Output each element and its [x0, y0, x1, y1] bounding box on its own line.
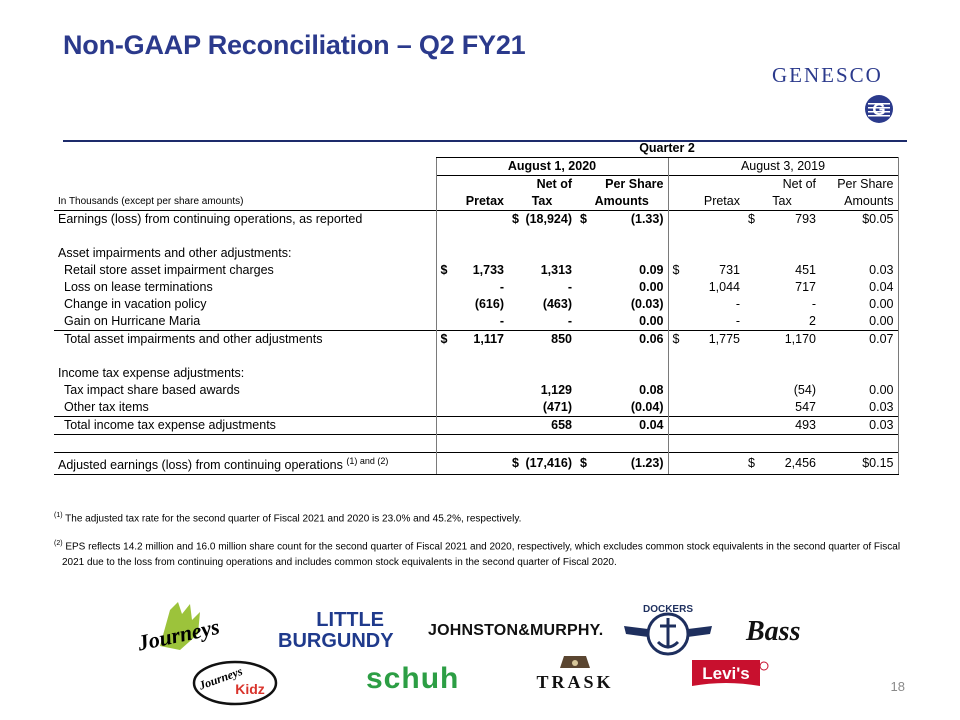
row-label: Retail store asset impairment charges [64, 263, 274, 277]
units-note: In Thousands (except per share amounts) [58, 196, 244, 207]
journeys-logo [120, 600, 235, 666]
dockers-logo [620, 602, 716, 660]
col-net-of-1: Net of [508, 176, 576, 194]
col-header-row-1 [54, 176, 898, 194]
bass-logo: Bass [746, 616, 801, 647]
quarter-label: Quarter 2 [639, 141, 695, 155]
johnston-murphy-logo: JOHNSTON&MURPHY. [428, 622, 604, 639]
row-label: Total asset impairments and other adjustments [54, 331, 436, 349]
table-row-vacation: Change in vacation policy (616) (463) (0.03) - - 0.00 [54, 296, 898, 313]
brand-logos [0, 600, 960, 710]
svg-text:G: G [872, 100, 886, 119]
table-row-asset-header [54, 245, 898, 262]
table-row-earnings: Earnings (loss) from continuing operations, as reported $ (18,924) $ (1.33) $ 793 $0.05 [54, 211, 898, 229]
col-per-share-1: Per Share [576, 176, 668, 194]
row-label: Tax impact share based awards [64, 383, 240, 397]
table-row-total-tax: Total income tax expense adjustments 658 0.04 493 0.03 [54, 417, 898, 435]
little-burgundy-logo: LITTLE BURGUNDY [278, 609, 394, 652]
schuh-logo: schuh [366, 662, 460, 695]
table-row-other-tax: Other tax items (471) (0.04) 547 0.03 [54, 399, 898, 417]
col-per-share-2: Per Share [820, 176, 898, 194]
svg-text:Levi's: Levi's [702, 664, 750, 683]
row-label: Earnings (loss) from continuing operations, as reported [54, 211, 436, 229]
col-pretax-2: Pretax [668, 193, 744, 211]
reconciliation-table [54, 140, 899, 475]
table-row-hurricane: Gain on Hurricane Maria - - 0.00 - 2 0.00 [54, 313, 898, 331]
period2-label: August 3, 2019 [668, 158, 898, 176]
logo-g-icon [864, 94, 894, 124]
footnote-2: $^{(2)}$ EPS reflects 14.2 million and 16.0 million share count for the second quarter of Fiscal 2021 and 2020, respectively, which excludes common stock equivalents in the second quarter of Fiscal 2021 due to the loss from continuing operations and includes common stock equivalents in the second quarter of Fiscal 2020. [54, 540, 901, 568]
row-label: Gain on Hurricane Maria [64, 314, 201, 328]
table-row-tax-share: Tax impact share based awards 1,129 0.08 (54) 0.00 [54, 382, 898, 399]
trask-logo [520, 652, 630, 696]
table-row-tax-header [54, 365, 898, 382]
svg-text:Kidz: Kidz [235, 681, 265, 697]
quarter-header-row [54, 140, 898, 158]
logo-wordmark: GENESCO [772, 63, 883, 87]
col-header-row-2 [54, 193, 898, 211]
table-row-total-asset: Total asset impairments and other adjustments $ 1,117 850 0.06 $ 1,775 1,170 0.07 [54, 331, 898, 349]
svg-text:TRASK: TRASK [536, 672, 614, 692]
col-pretax-1: Pretax [436, 193, 508, 211]
table-row-retail: Retail store asset impairment charges $ 1,733 1,313 0.09 $ 731 451 0.03 [54, 262, 898, 279]
footnotes [54, 508, 914, 580]
row-label: Adjusted earnings (loss) from continuing operations $^{(1) and (2)}$ [54, 453, 436, 475]
footnote-ref: (1) and (2) [346, 456, 389, 466]
levis-logo [690, 658, 770, 694]
footnote-1: $^{(1)}$ The adjusted tax rate for the second quarter of Fiscal 2021 and 2020 is 23.0% and 45.2%, respectively. [54, 512, 522, 525]
row-label: Total income tax expense adjustments [54, 417, 436, 435]
page-title: Non-GAAP Reconciliation – Q2 FY21 [63, 30, 526, 60]
col-tax-1: Tax [531, 194, 553, 208]
col-amounts-2: Amounts [820, 193, 898, 211]
table-row-spacer [54, 348, 898, 365]
table-row-adjusted: Adjusted earnings (loss) from continuing operations $^{(1) and (2)}$ $ (17,416) $ (1.23) $ 2,456 $0.15 [54, 453, 898, 475]
period-header-row [54, 158, 898, 176]
row-label: Loss on lease terminations [64, 280, 213, 294]
period1-label: August 1, 2020 [436, 158, 668, 176]
svg-text:Journeys: Journeys [196, 663, 245, 693]
journeys-kidz-logo [192, 660, 278, 706]
table-row-lease: Loss on lease terminations - - 0.00 1,044 717 0.04 [54, 279, 898, 296]
row-label: Change in vacation policy [64, 297, 207, 311]
row-label: Other tax items [64, 400, 149, 414]
section-heading: Income tax expense adjustments: [58, 366, 245, 380]
genesco-logo [772, 63, 922, 119]
col-tax-2: Tax [772, 194, 792, 208]
page-number: 18 [890, 679, 905, 694]
col-amounts-1: Amounts [594, 194, 649, 208]
table-row-spacer [54, 228, 898, 245]
col-net-of-2: Net of [744, 176, 820, 194]
table-row-spacer [54, 435, 898, 453]
svg-text:Journeys: Journeys [135, 613, 222, 656]
svg-text:DOCKERS: DOCKERS [642, 604, 694, 615]
section-heading: Asset impairments and other adjustments: [58, 246, 292, 260]
